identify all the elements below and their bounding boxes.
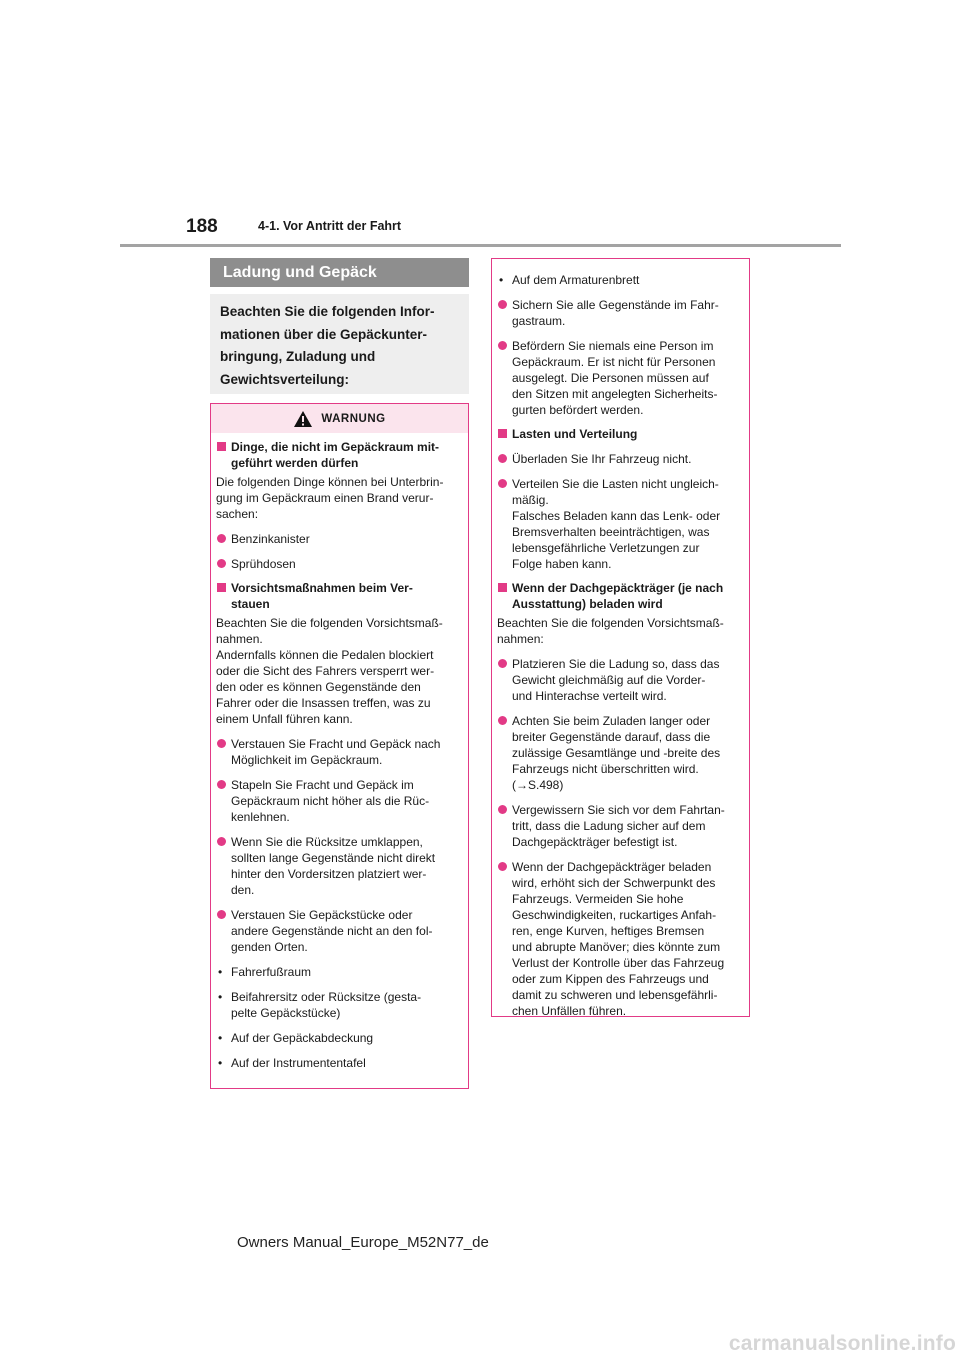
round-bullet-icon	[217, 837, 226, 846]
paragraph	[216, 615, 462, 727]
sub-list-item	[497, 272, 743, 288]
square-marker-icon	[217, 583, 226, 592]
square-marker-icon	[498, 583, 507, 592]
warning-heading	[216, 580, 462, 612]
item-text: Befördern Sie niemals eine Person im Gepäckraum. Er ist nicht für Personen ausgelegt. Die Personen müssen auf den Sitzen mit angelegten Sicherheits- gurten befördert werden.	[512, 339, 718, 417]
item-text: Verteilen Sie die Lasten nicht ungleich- mäßig. Falsches Beladen kann das Lenk- oder Bremsverhalten beeinträchtigen, was lebensgefährliche Verletzungen zur Folge haben kann.	[512, 477, 721, 571]
warning-box-left	[210, 403, 469, 1089]
item-text: Platzieren Sie die Ladung so, dass das Gewicht gleichmäßig auf die Vorder- und Hinterachse verteilt wird.	[512, 657, 720, 703]
round-bullet-icon	[498, 805, 507, 814]
item-text: Vorsichtsmaßnahmen beim Ver- stauen	[231, 581, 413, 611]
list-item	[216, 907, 462, 955]
item-text: Auf der Instrumententafel	[231, 1056, 366, 1070]
item-text: Beifahrersitz oder Rücksitze (gesta- pelte Gepäckstücke)	[231, 990, 422, 1020]
item-text: Verstauen Sie Gepäckstücke oder andere Gegenstände nicht an den fol- genden Orten.	[231, 908, 433, 954]
item-text: Auf dem Armaturenbrett	[512, 273, 640, 287]
sub-bullet-marker: •	[218, 965, 223, 979]
sub-bullet-marker: •	[499, 273, 504, 287]
list-item	[497, 802, 743, 850]
paragraph	[216, 474, 462, 522]
warning-content-right	[492, 259, 749, 1019]
item-text: Verstauen Sie Fracht und Gepäck nach Möglichkeit im Gepäckraum.	[231, 737, 441, 767]
round-bullet-icon	[498, 300, 507, 309]
warning-heading	[497, 580, 743, 612]
round-bullet-icon	[217, 739, 226, 748]
list-item	[216, 531, 462, 547]
round-bullet-icon	[498, 341, 507, 350]
sub-bullet-marker: •	[218, 1031, 223, 1045]
warning-header	[211, 404, 468, 433]
header-divider	[120, 244, 841, 247]
list-item	[497, 713, 743, 793]
item-text: Wenn der Dachgepäckträger beladen wird, erhöht sich der Schwerpunkt des Fahrzeugs. Vermeiden Sie hohe Geschwindigkeiten, ruckartiges Anfah- ren, enge Kurven, heftiges Bremsen und abrupte Manöver; dies könnte zum Verlust der Kontrolle über das Fahrzeug oder zum Kippen des Fahrzeugs und damit zu schweren und lebensgefährli- chen Unfällen führen.	[512, 860, 725, 1018]
item-text: Wenn der Dachgepäckträger (je nach Ausstattung) beladen wird	[512, 581, 724, 611]
round-bullet-icon	[217, 910, 226, 919]
list-item	[497, 476, 743, 572]
list-item	[216, 834, 462, 898]
round-bullet-icon	[498, 454, 507, 463]
chapter-title: 4-1. Vor Antritt der Fahrt	[258, 219, 402, 233]
item-text: Fahrerfußraum	[231, 965, 312, 979]
sub-list-item	[216, 964, 462, 980]
item-text: Sichern Sie alle Gegenstände im Fahr- gastraum.	[512, 298, 719, 328]
round-bullet-icon	[217, 534, 226, 543]
round-bullet-icon	[217, 780, 226, 789]
item-text: Lasten und Verteilung	[512, 427, 638, 441]
list-item	[497, 859, 743, 1019]
round-bullet-icon	[498, 659, 507, 668]
watermark: carmanualsonline.info	[728, 1332, 956, 1355]
item-text: Überladen Sie Ihr Fahrzeug nicht.	[512, 452, 692, 466]
item-text: Dinge, die nicht im Gepäckraum mit- geführt werden dürfen	[231, 440, 440, 470]
item-text: Achten Sie beim Zuladen langer oder breiter Gegenstände darauf, dass die zulässige Gesamtlänge und -breite des Fahrzeugs nicht überschritten wird. (→S.498)	[512, 714, 721, 792]
item-text: Auf der Gepäckabdeckung	[231, 1031, 374, 1045]
item-text: Vergewissern Sie sich vor dem Fahrtan- tritt, dass die Ladung sicher auf dem Dachgepäckträger befestigt ist.	[512, 803, 725, 849]
warning-heading	[216, 439, 462, 471]
round-bullet-icon	[498, 716, 507, 725]
item-text: Benzinkanister	[231, 532, 310, 546]
item-text: Wenn Sie die Rücksitze umklappen, sollten lange Gegenstände nicht direkt hinter den Vordersitzen platziert wer- den.	[231, 835, 436, 897]
warning-triangle-icon	[293, 410, 313, 428]
sub-bullet-marker: •	[218, 990, 223, 1004]
square-marker-icon	[498, 429, 507, 438]
sub-list-item	[216, 1055, 462, 1071]
sub-list-item	[216, 989, 462, 1021]
sub-bullet-marker: •	[218, 1056, 223, 1070]
list-item	[216, 556, 462, 572]
footer-text: Owners Manual_Europe_M52N77_de	[237, 1234, 489, 1251]
square-marker-icon	[217, 442, 226, 451]
section-title: Ladung und Gepäck	[210, 258, 469, 287]
list-item	[497, 451, 743, 467]
page-number: 188	[186, 216, 218, 237]
warning-heading	[497, 426, 743, 442]
sub-list-item	[216, 1030, 462, 1046]
item-text: Stapeln Sie Fracht und Gepäck im Gepäckraum nicht höher als die Rüc- kenlehnen.	[231, 778, 430, 824]
item-text: Beachten Sie die folgenden Vorsichtsmaß- nahmen:	[497, 616, 724, 646]
paragraph	[497, 615, 743, 647]
round-bullet-icon	[498, 862, 507, 871]
round-bullet-icon	[498, 479, 507, 488]
item-text: Die folgenden Dinge können bei Unterbrin- gung im Gepäckraum einen Brand verur- sachen:	[216, 475, 444, 521]
warning-content-left	[211, 433, 468, 1071]
warning-box-right	[491, 258, 750, 1017]
list-item	[497, 297, 743, 329]
warning-label: WARNUNG	[321, 412, 386, 425]
intro-text: Beachten Sie die folgenden Infor- mationen über die Gepäckunter- bringung, Zuladung und Gewichtsverteilung:	[210, 294, 469, 394]
round-bullet-icon	[217, 559, 226, 568]
list-item	[216, 736, 462, 768]
item-text: Sprühdosen	[231, 557, 296, 571]
list-item	[216, 777, 462, 825]
item-text: Beachten Sie die folgenden Vorsichtsmaß- nahmen. Andernfalls können die Pedalen blockiert oder die Sicht des Fahrers versperrt wer- den oder es können Gegenstände den Fahrer oder die Insassen treffen, was zu einem Unfall führen kann.	[216, 616, 443, 726]
list-item	[497, 656, 743, 704]
list-item	[497, 338, 743, 418]
